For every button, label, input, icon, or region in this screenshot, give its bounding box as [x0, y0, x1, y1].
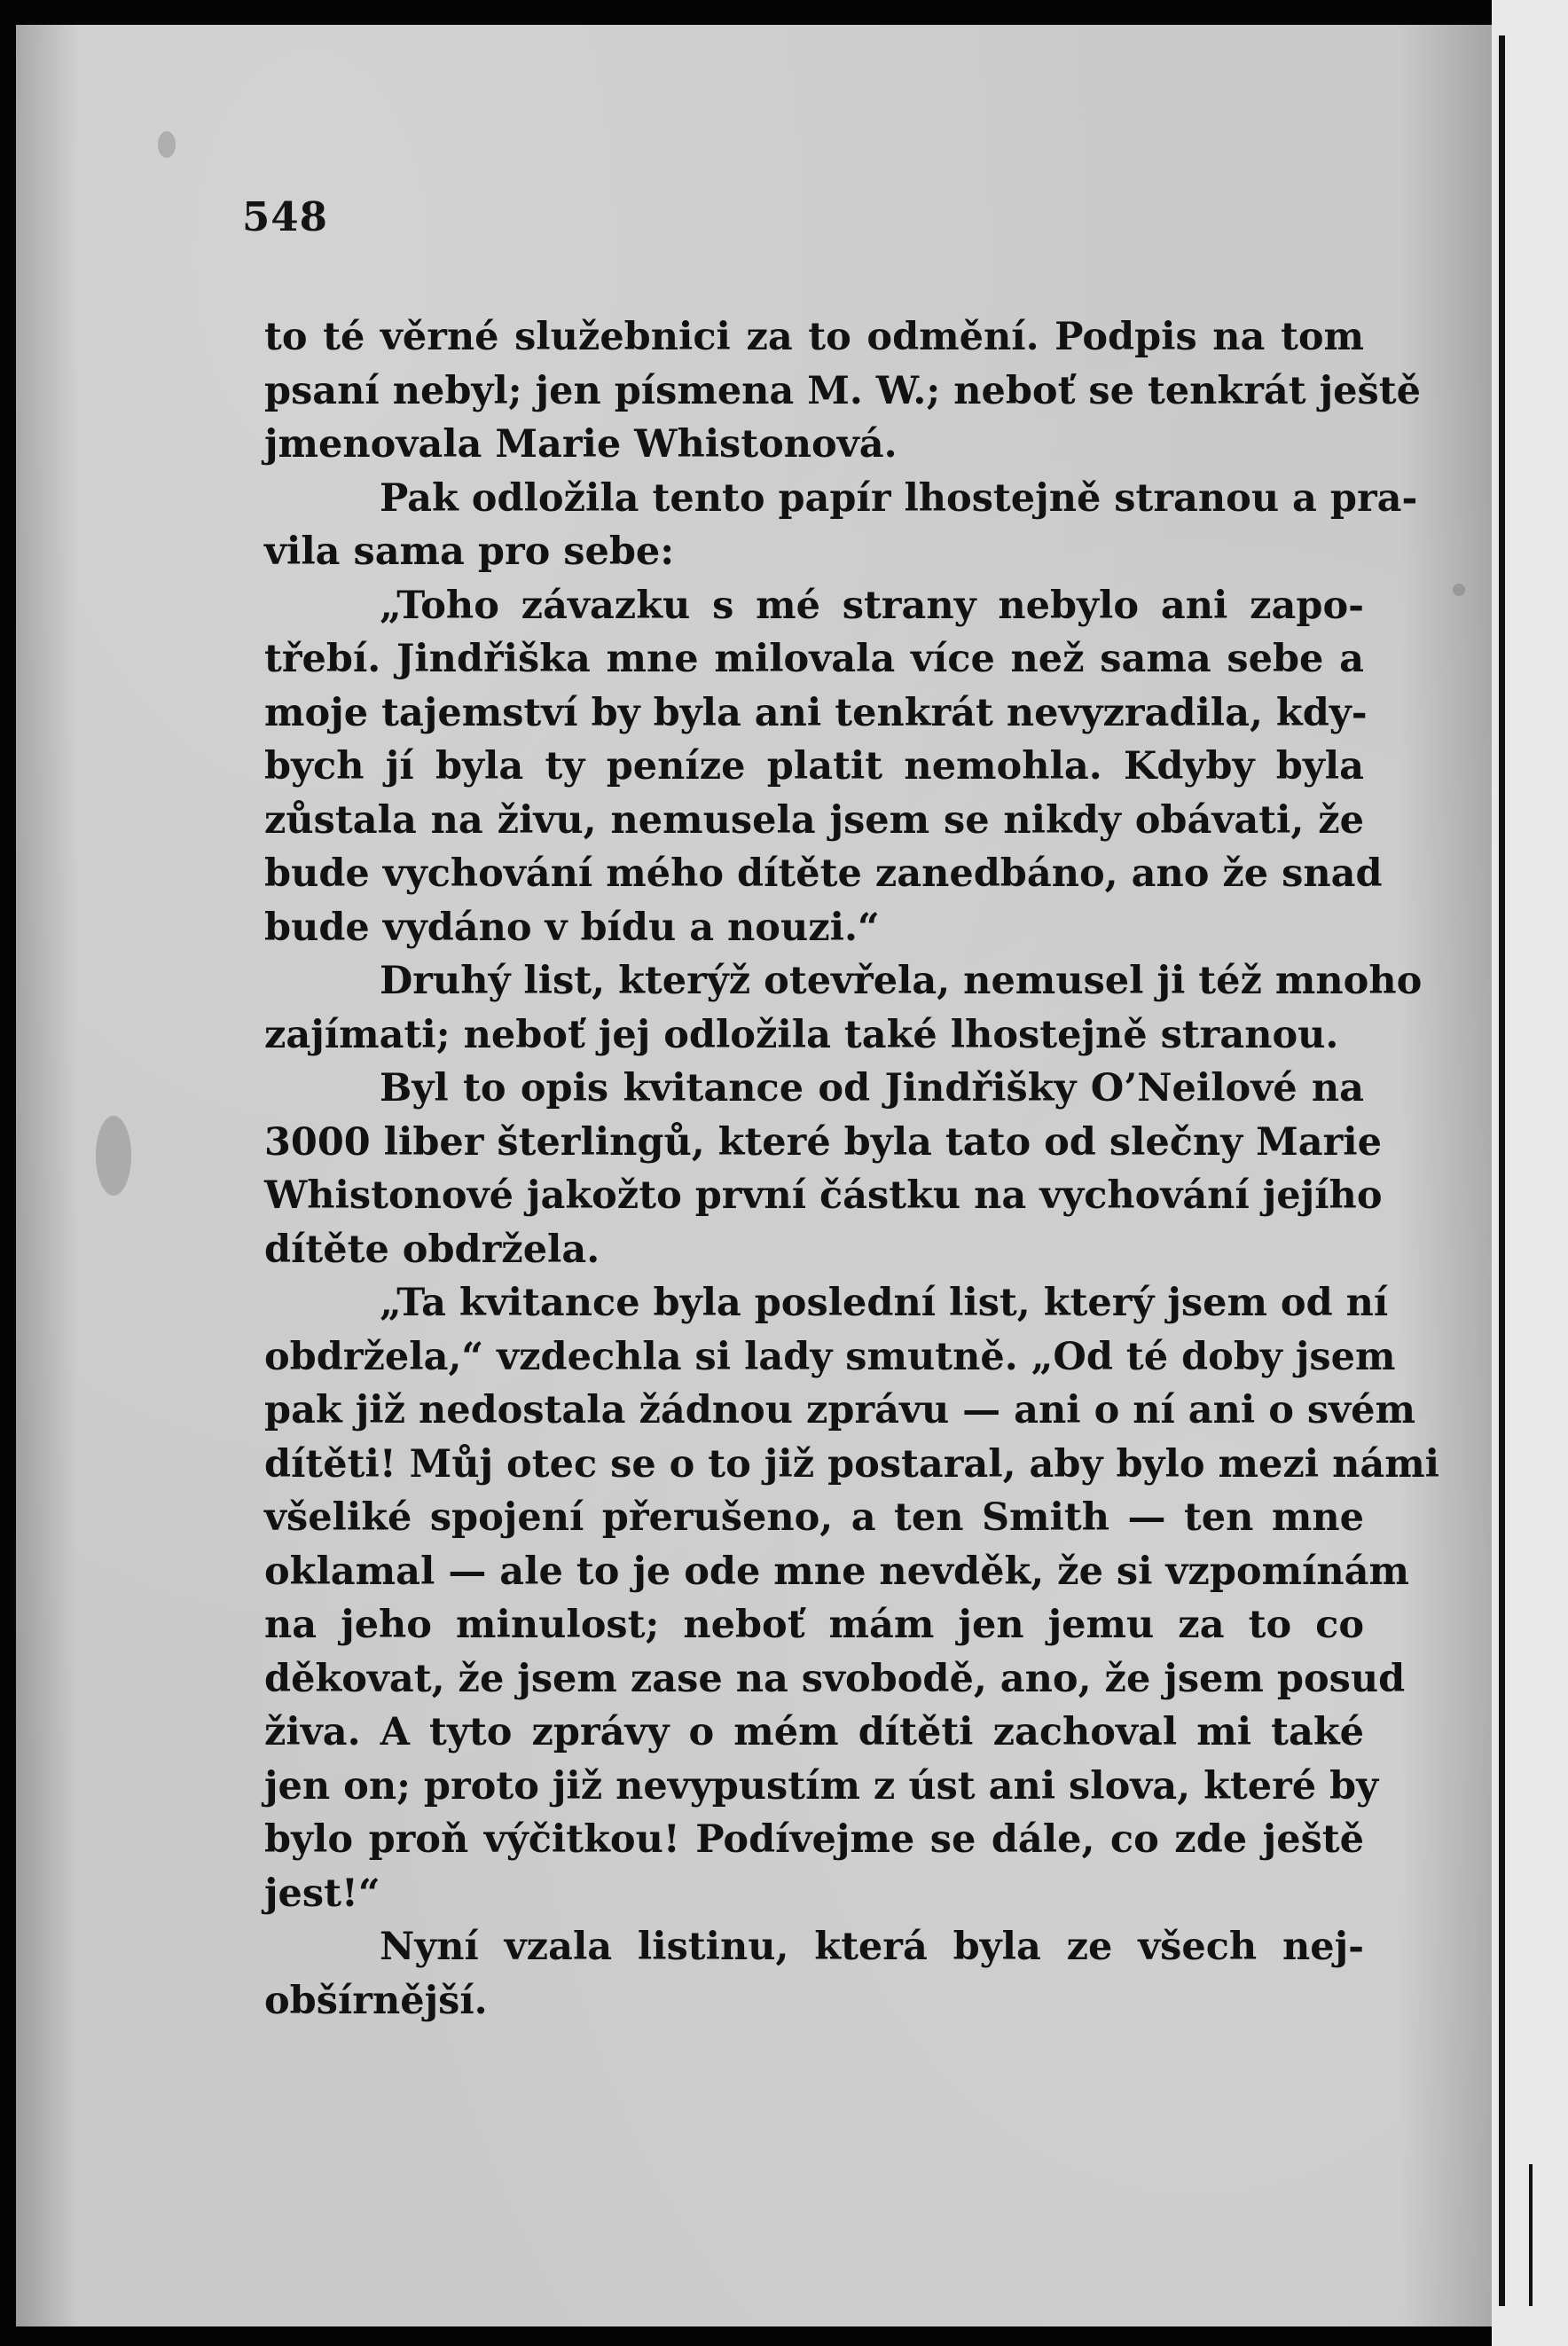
text-line: jest!“ — [264, 1871, 380, 1916]
text-line: Byl to opis kvitance od Jindřišky O’Neilové na — [380, 1066, 1364, 1110]
text-line: zajímati; neboť jej odložila také lhostejně stranou. — [264, 1012, 1339, 1057]
scan-edge-line — [1499, 35, 1505, 2306]
text-line: bylo proň výčitkou! Podívejme se dále, co zde ještě — [264, 1817, 1364, 1862]
text-line: to té věrné služebnici za to odmění. Podpis na tom — [264, 315, 1364, 359]
text-line: „Toho závazku s mé strany nebylo ani zapo- — [380, 583, 1364, 628]
text-line: Whistonové jakožto první částku na vychování jejího — [264, 1173, 1383, 1218]
paper-smudge — [96, 1116, 131, 1196]
text-line: Pak odložila tento papír lhostejně stranou a pra- — [380, 475, 1418, 521]
text-line: Nyní vzala listinu, která byla ze všech nej- — [380, 1925, 1364, 1969]
text-line: bude vychování mého dítěte zanedbáno, ano že snad — [264, 851, 1383, 896]
body-text — [264, 310, 1440, 2028]
paper-smudge — [1453, 584, 1465, 596]
text-line: dítěti! Můj otec se o to již postaral, aby bylo mezi námi — [264, 1441, 1440, 1487]
text-line: zůstala na živu, nemusela jsem se nikdy obávati, že — [264, 797, 1364, 843]
text-line: psaní nebyl; jen písmena M. W.; neboť se tenkrát ještě — [264, 368, 1421, 413]
text-line: všeliké spojení přerušeno, a ten Smith — ten mne — [264, 1495, 1364, 1540]
text-line: třebí. Jindřiška mne milovala více než sama sebe a — [264, 637, 1364, 681]
text-line: obdržela,“ vzdechla si lady smutně. „Od té doby jsem — [264, 1334, 1396, 1379]
page-number: 548 — [242, 193, 328, 240]
text-line: moje tajemství by byla ani tenkrát nevyzradila, kdy- — [264, 690, 1368, 735]
text-line: „Ta kvitance byla poslední list, který jsem od ní — [380, 1281, 1389, 1325]
text-line: bude vydáno v bídu a nouzi.“ — [264, 905, 880, 950]
text-line: bych jí byla ty peníze platit nemohla. Kdyby byla — [264, 744, 1364, 789]
text-line: Druhý list, kterýž otevřela, nemusel ji též mnoho — [380, 959, 1423, 1003]
text-line: vila sama pro sebe: — [264, 530, 675, 574]
scan-edge-line — [1529, 2164, 1533, 2306]
text-line: jmenovala Marie Whistonová. — [264, 422, 898, 467]
text-line: na jeho minulost; neboť mám jen jemu za to co — [264, 1603, 1364, 1647]
text-line: oklamal — ale to je ode mne nevděk, že si vzpomínám — [264, 1549, 1410, 1594]
text-line: živa. A tyto zprávy o mém dítěti zachoval mi také — [264, 1710, 1364, 1754]
text-line: jen on; proto již nevypustím z úst ani slova, které by — [264, 1763, 1379, 1809]
paper-smudge — [158, 131, 176, 158]
book-page — [16, 25, 1492, 2326]
text-line: dítěte obdržela. — [264, 1227, 600, 1272]
text-line: obšírnější. — [264, 1978, 488, 2023]
text-line: děkovat, že jsem zase na svobodě, ano, že jsem posud — [264, 1656, 1406, 1701]
text-line: 3000 liber šterlingů, které byla tato od slečny Marie — [264, 1119, 1382, 1165]
text-line: pak již nedostala žádnou zprávu — ani o ní ani o svém — [264, 1388, 1415, 1432]
